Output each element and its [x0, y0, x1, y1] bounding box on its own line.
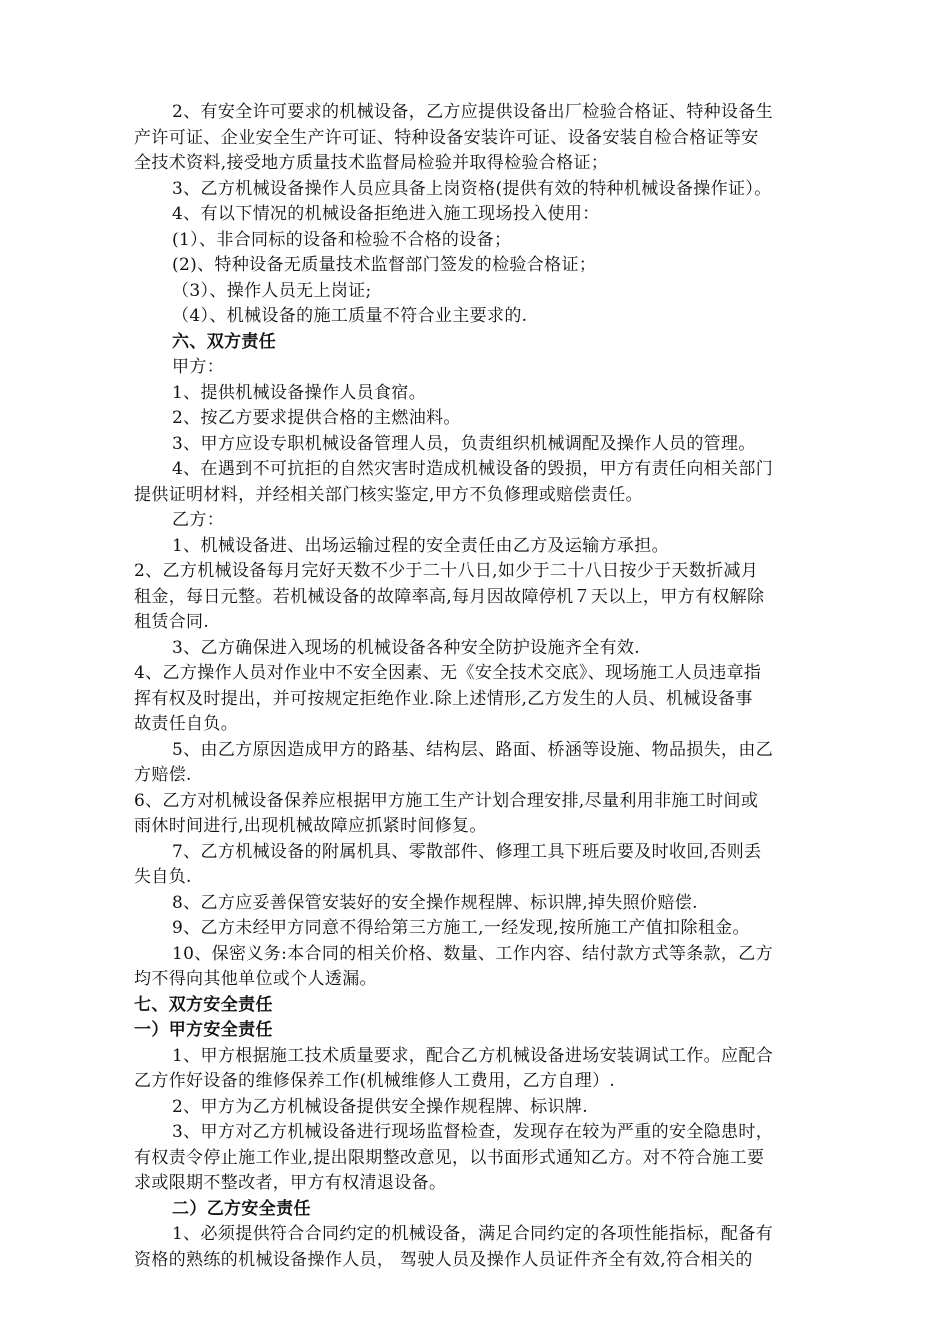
subsection-heading: 二）乙方安全责任	[172, 1199, 311, 1219]
text-line: 3、甲方对乙方机械设备进行现场监督检查，发现存在较为严重的安全隐患时，	[172, 1122, 774, 1142]
text-line: 方赔偿.	[134, 765, 192, 785]
text-line: 提供证明材料，并经相关部门核实鉴定,甲方不负修理或赔偿责任。	[134, 485, 643, 505]
text-line: 2、乙方机械设备每月完好天数不少于二十八日,如少于二十八日按少于天数折减月	[134, 561, 759, 581]
text-line: 1、提供机械设备操作人员食宿。	[172, 383, 427, 403]
text-line: 租赁合同.	[134, 612, 210, 632]
text-line: 10、保密义务:本合同的相关价格、数量、工作内容、结付款方式等条款，乙方	[172, 944, 773, 964]
text-line: （4）、机械设备的施工质量不符合业主要求的.	[172, 306, 528, 326]
text-line: 3、乙方确保进入现场的机械设备各种安全防护设施齐全有效.	[172, 638, 641, 658]
text-line: (1）、非合同标的设备和检验不合格的设备；	[172, 230, 512, 250]
text-line: 乙方：	[172, 510, 225, 530]
text-line: (2)、特种设备无质量技术监督部门签发的检验合格证；	[172, 255, 597, 275]
text-line: 1、甲方根据施工技术质量要求，配合乙方机械设备进场安装调试工作。应配合	[172, 1046, 774, 1066]
text-line: （3）、操作人员无上岗证;	[172, 281, 372, 301]
text-line: 3、乙方机械设备操作人员应具备上岗资格(提供有效的特种机械设备操作证）。	[172, 179, 772, 199]
text-line: 3、甲方应设专职机械设备管理人员，负责组织机械调配及操作人员的管理。	[172, 434, 756, 454]
text-line: 失自负.	[134, 867, 192, 887]
text-line: 2、甲方为乙方机械设备提供安全操作规程牌、标识牌.	[172, 1097, 588, 1117]
text-line: 2、有安全许可要求的机械设备，乙方应提供设备出厂检验合格证、特种设备生	[172, 102, 774, 122]
text-line: 2、按乙方要求提供合格的主燃油料。	[172, 408, 461, 428]
subsection-heading: 一）甲方安全责任	[134, 1020, 273, 1040]
text-line: 乙方作好设备的维修保养工作(机械维修人工费用，乙方自理）.	[134, 1071, 616, 1091]
text-line: 有权责令停止施工作业,提出限期整改意见，以书面形式通知乙方。对不符合施工要	[134, 1148, 765, 1168]
text-line: 8、乙方应妥善保管安装好的安全操作规程牌、标识牌,掉失照价赔偿.	[172, 893, 698, 913]
section-heading: 七、双方安全责任	[134, 995, 273, 1015]
text-line: 甲方：	[172, 357, 225, 377]
text-line: 全技术资料,接受地方质量技术监督局检验并取得检验合格证；	[134, 153, 609, 173]
text-line: 雨休时间进行,出现机械故障应抓紧时间修复。	[134, 816, 487, 836]
text-line: 4、有以下情况的机械设备拒绝进入施工现场投入使用：	[172, 204, 600, 224]
text-line: 6、乙方对机械设备保养应根据甲方施工生产计划合理安排,尽量利用非施工时间或	[134, 791, 759, 811]
text-line: 产许可证、企业安全生产许可证、特种设备安装许可证、设备安装自检合格证等安	[134, 128, 759, 148]
text-line: 租金，每日元整。若机械设备的故障率高,每月因故障停机７天以上，甲方有权解除	[134, 587, 765, 607]
section-heading: 六、双方责任	[172, 332, 277, 352]
text-line: 7、乙方机械设备的附属机具、零散部件、修理工具下班后要及时收回,否则丢	[172, 842, 762, 862]
text-line: 5、由乙方原因造成甲方的路基、结构层、路面、桥涵等设施、物品损失，由乙	[172, 740, 774, 760]
text-line: 4、乙方操作人员对作业中不安全因素、无《安全技术交底》、现场施工人员违章指	[134, 663, 762, 683]
text-line: 1、机械设备进、出场运输过程的安全责任由乙方及运输方承担。	[172, 536, 669, 556]
text-line: 9、乙方未经甲方同意不得给第三方施工,一经发现,按所施工产值扣除租金。	[172, 918, 750, 938]
text-line: 4、在遇到不可抗拒的自然灾害时造成机械设备的毁损，甲方有责任向相关部门	[172, 459, 774, 479]
text-line: 均不得向其他单位或个人透漏。	[134, 969, 377, 989]
text-line: 1、必须提供符合合同约定的机械设备，满足合同约定的各项性能指标，配备有	[172, 1224, 774, 1244]
text-line: 挥有权及时提出，并可按规定拒绝作业.除上述情形,乙方发生的人员、机械设备事	[134, 689, 753, 709]
text-line: 求或限期不整改者，甲方有权清退设备。	[134, 1173, 447, 1193]
text-line: 资格的熟练的机械设备操作人员， 驾驶人员及操作人员证件齐全有效,符合相关的	[134, 1250, 753, 1270]
text-line: 故责任自负。	[134, 714, 239, 734]
